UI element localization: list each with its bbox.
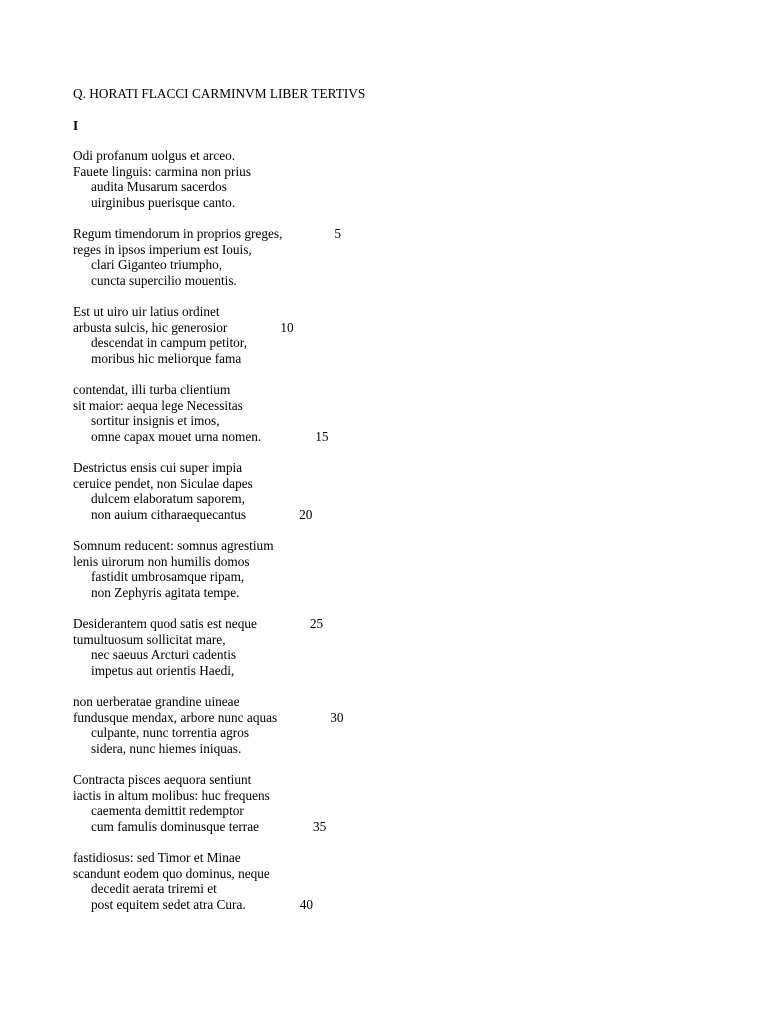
verse-line — [73, 164, 713, 180]
verse-text: Somnum reducent: somnus agrestium — [73, 538, 274, 553]
verse-text: Odi profanum uolgus et arceo. — [73, 148, 236, 163]
stanza — [73, 460, 713, 522]
verse-line — [73, 554, 713, 570]
verse-line — [73, 382, 713, 398]
verse-line — [73, 866, 713, 882]
verse-text: fastidit umbrosamque ripam, — [91, 569, 245, 584]
verse-text: clari Giganteo triumpho, — [91, 257, 223, 272]
verse-line — [73, 803, 713, 819]
line-number: 25 — [309, 616, 324, 631]
verse-line — [73, 772, 713, 788]
stanza — [73, 382, 713, 444]
verse-text: nec saeuus Arcturi cadentis — [91, 647, 237, 662]
verse-line — [73, 725, 713, 741]
verse-line — [73, 195, 713, 211]
poem-body — [73, 148, 713, 912]
verse-line — [73, 491, 713, 507]
verse-text: omne capax mouet urna nomen. — [91, 428, 262, 444]
line-number: 40 — [299, 896, 314, 912]
line-number: 10 — [280, 319, 294, 335]
stanza — [73, 694, 713, 756]
verse-text: arbusta sulcis, hic generosior — [73, 319, 228, 335]
verse-text: Fauete linguis: carmina non prius — [73, 163, 251, 179]
verse-line — [73, 320, 713, 336]
verse-line — [73, 850, 713, 866]
verse-text: iactis in altum molibus: huc frequens — [73, 787, 270, 803]
verse-text: descendat in campum petitor, — [91, 335, 248, 350]
verse-line — [73, 476, 713, 492]
stanza — [73, 538, 713, 600]
verse-text: dulcem elaboratum saporem, — [91, 491, 245, 506]
verse-text: culpante, nunc torrentia agros — [91, 725, 250, 740]
verse-text: cum famulis dominusque terrae — [91, 818, 260, 834]
verse-line — [73, 585, 713, 601]
verse-text: non uerberatae grandine uineae — [73, 694, 240, 709]
verse-text: audita Musarum sacerdos — [91, 179, 227, 194]
verse-text: impetus aut orientis Haedi, — [91, 662, 235, 678]
verse-text: reges in ipsos imperium est Iouis, — [73, 241, 252, 257]
verse-line — [73, 694, 713, 710]
verse-text: post equitem sedet atra Cura. — [91, 896, 246, 912]
verse-line — [73, 632, 713, 648]
document-page — [73, 85, 713, 928]
verse-line — [73, 429, 713, 445]
verse-text: sortitur insignis et imos, — [91, 413, 220, 428]
verse-line — [73, 788, 713, 804]
verse-text: Destrictus ensis cui super impia — [73, 460, 243, 475]
verse-text: lenis uirorum non humilis domos — [73, 553, 250, 569]
verse-line — [73, 398, 713, 414]
line-number: 35 — [313, 818, 327, 834]
line-number: 20 — [299, 506, 313, 522]
verse-text: non auium citharaequecantus — [91, 506, 247, 522]
verse-line — [73, 335, 713, 351]
verse-line — [73, 663, 713, 679]
verse-line — [73, 616, 713, 632]
stanza — [73, 304, 713, 366]
verse-line — [73, 304, 713, 320]
verse-text: fundusque mendax, arbore nunc aquas — [73, 709, 278, 725]
line-number: 15 — [315, 428, 329, 444]
verse-text: scandunt eodem quo dominus, neque — [73, 865, 270, 881]
verse-line — [73, 179, 713, 195]
verse-text: Est ut uiro uir latius ordinet — [73, 304, 220, 319]
verse-text: decedit aerata triremi et — [91, 881, 217, 896]
verse-text: fastidiosus: sed Timor et Minae — [73, 850, 241, 865]
verse-text: Regum timendorum in proprios greges, — [73, 226, 283, 241]
verse-text: Desiderantem quod satis est neque — [73, 616, 257, 631]
line-number: 30 — [330, 709, 344, 725]
verse-line — [73, 538, 713, 554]
verse-line — [73, 897, 713, 913]
verse-line — [73, 741, 713, 757]
verse-line — [73, 460, 713, 476]
stanza — [73, 148, 713, 210]
verse-text: caementa demittit redemptor — [91, 803, 244, 818]
book-title: Q. HORATI FLACCI CARMINVM LIBER TERTIVS — [73, 86, 366, 101]
verse-text: sit maior: aequa lege Necessitas — [73, 397, 243, 413]
stanza — [73, 226, 713, 288]
verse-line — [73, 413, 713, 429]
verse-line — [73, 819, 713, 835]
verse-line — [73, 351, 713, 367]
stanza — [73, 616, 713, 678]
verse-line — [73, 257, 713, 273]
verse-text: ceruice pendet, non Siculae dapes — [73, 475, 253, 491]
verse-line — [73, 148, 713, 164]
verse-text: non Zephyris agitata tempe. — [91, 584, 240, 600]
stanza — [73, 772, 713, 834]
verse-line — [73, 226, 713, 242]
verse-text: cuncta supercilio mouentis. — [91, 272, 237, 288]
line-number: 5 — [334, 226, 342, 241]
verse-line — [73, 647, 713, 663]
verse-text: tumultuosum sollicitat mare, — [73, 631, 226, 647]
verse-line — [73, 507, 713, 523]
verse-text: contendat, illi turba clientium — [73, 382, 231, 397]
stanza — [73, 850, 713, 912]
verse-text: sidera, nunc hiemes iniquas. — [91, 740, 242, 756]
poem-number: I — [73, 118, 79, 133]
verse-text: uirginibus puerisque canto. — [91, 194, 236, 210]
verse-text: moribus hic meliorque fama — [91, 350, 242, 366]
verse-line — [73, 881, 713, 897]
verse-text: Contracta pisces aequora sentiunt — [73, 772, 252, 787]
verse-line — [73, 273, 713, 289]
verse-line — [73, 569, 713, 585]
verse-line — [73, 242, 713, 258]
verse-line — [73, 710, 713, 726]
